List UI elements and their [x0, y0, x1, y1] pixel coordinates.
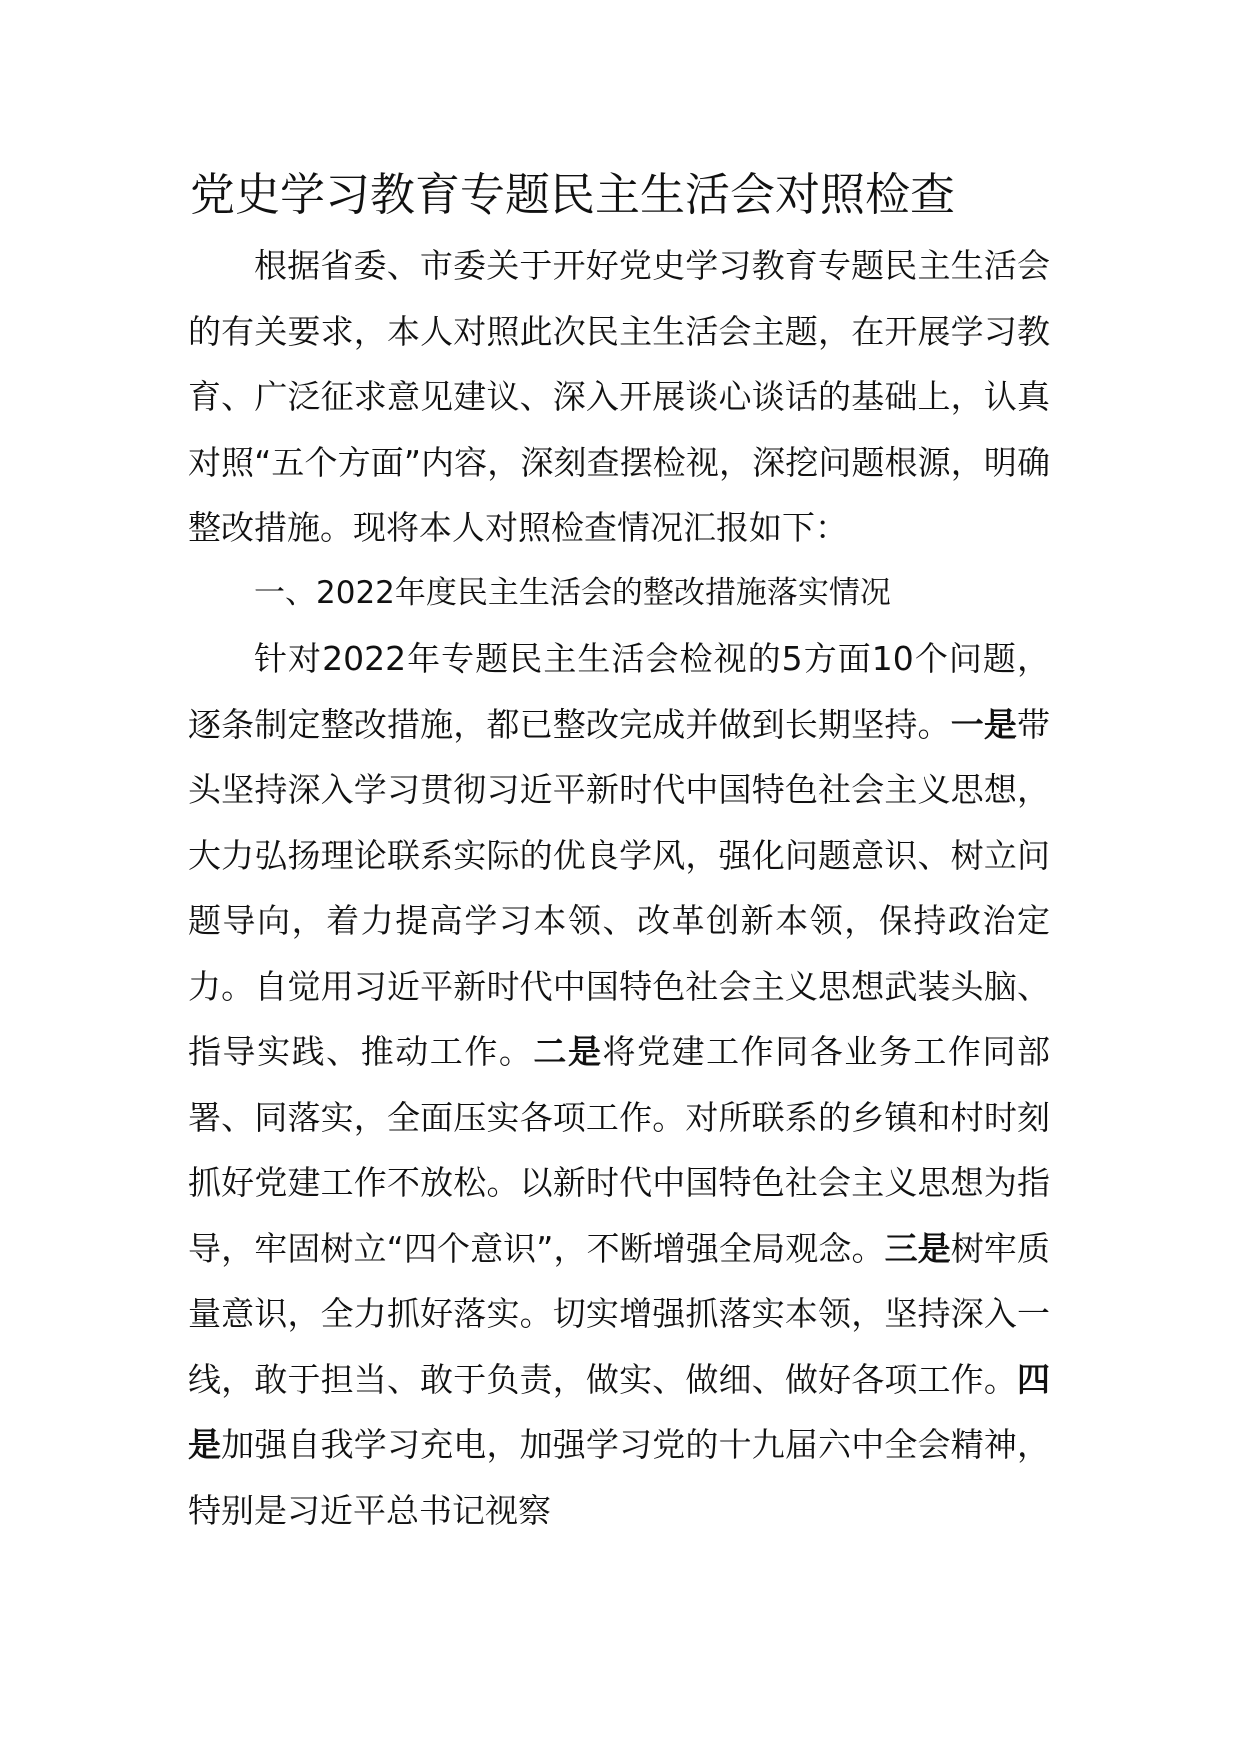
section-paragraph: [188, 626, 1050, 1543]
item-label-3: 三是: [884, 1228, 951, 1268]
item-label-1: 一是: [950, 704, 1018, 744]
item-label-2: 二是: [533, 1032, 603, 1071]
item-text-2: 将党建工作同各业务工作同部署、同落实，全面压实各项工作。对所联系的乡镇和村时刻抓好党建工作不放松。以新时代中国特色社会主义思想为指导，牢固树立“四个意识”，不断增强全局观念。: [188, 1032, 1051, 1268]
section-lead-text: 针对2022年专题民主生活会检视的5方面10个问题，逐条制定整改措施，都已整改完成并做到长期坚持。: [188, 639, 1050, 744]
intro-paragraph: 根据省委、市委关于开好党史学习教育专题民主生活会的有关要求，本人对照此次民主生活会主题，在开展学习教育、广泛征求意见建议、深入开展谈心谈话的基础上，认真对照“五个方面”内容，深刻查摆检视，深挖问题根源，明确整改措施。现将本人对照检查情况汇报如下：: [188, 246, 1050, 547]
item-label-4: 四是: [188, 1359, 1050, 1464]
item-text-1: 带头坚持深入学习贯彻习近平新时代中国特色社会主义思想，大力弘扬理论联系实际的优良学风，强化问题意识、树立问题导向，着力提高学习本领、改革创新本领，保持政治定力。自觉用习近平新时代中国特色社会主义思想武装头脑、指导实践、推动工作。: [188, 704, 1051, 1071]
document-body: [188, 233, 1050, 1543]
document-title: 党史学习教育专题民主生活会对照检查: [190, 168, 956, 221]
item-text-3: 树牢质量意识，全力抓好落实。切实增强抓落实本领，坚持深入一线，敢于担当、敢于负责，做实、做细、做好各项工作。: [188, 1228, 1050, 1399]
item-text-4: 加强自我学习充电，加强学习党的十九届六中全会精神，特别是习近平总书记视察: [188, 1425, 1051, 1530]
section-heading: 一、2022年度民主生活会的整改措施落实情况: [254, 574, 891, 611]
